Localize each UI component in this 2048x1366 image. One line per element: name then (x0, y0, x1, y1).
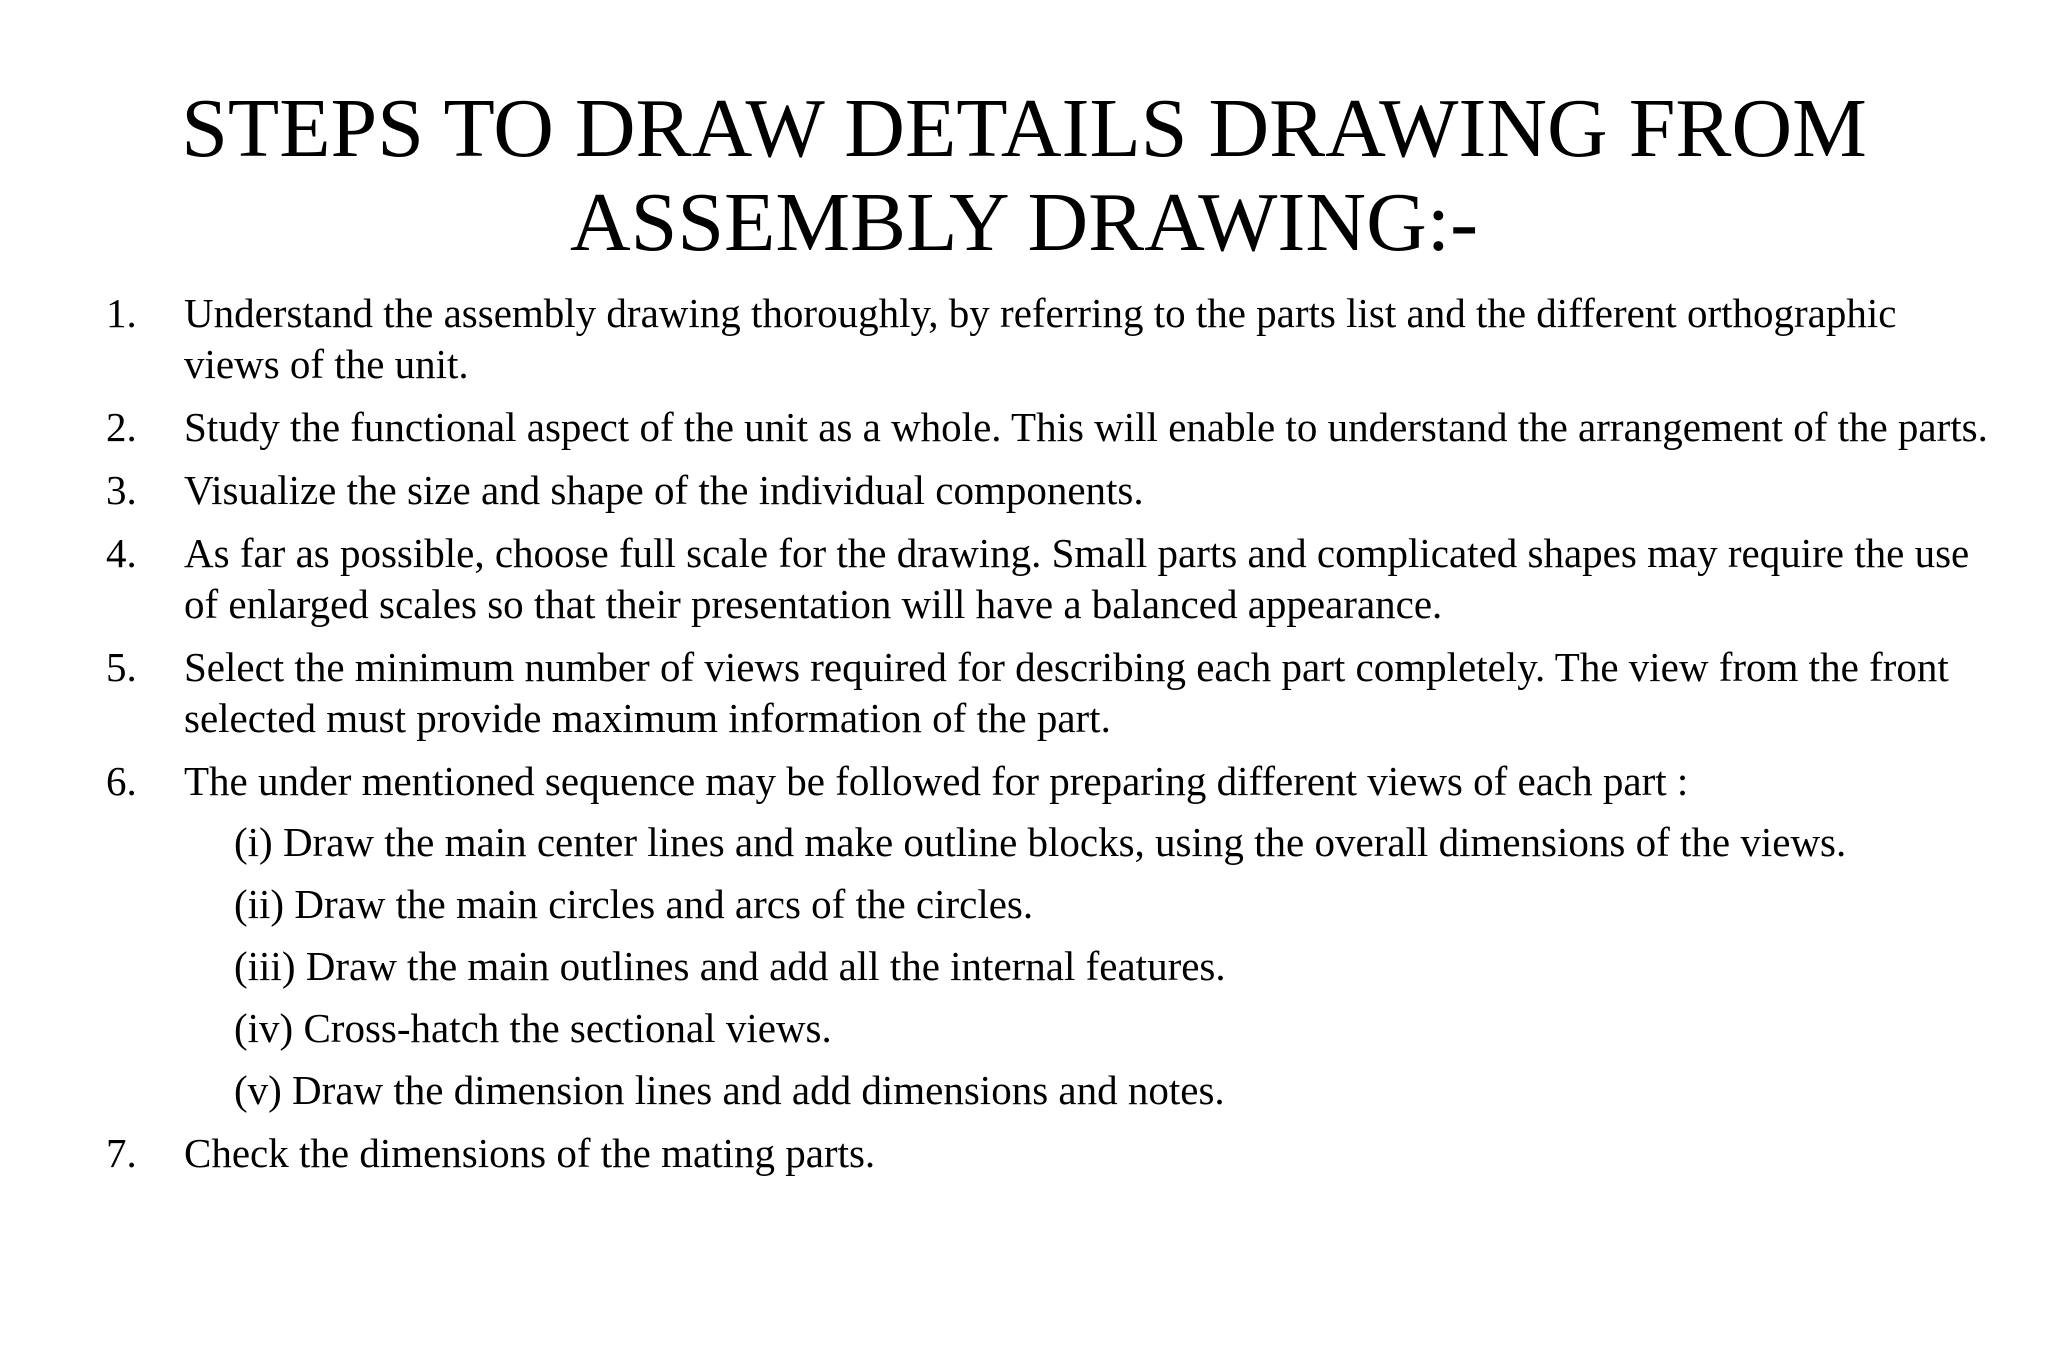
substep-item: (ii) Draw the main circles and arcs of the circles. (234, 881, 1034, 927)
step-number: 5. (106, 644, 137, 690)
step-number: 3. (106, 467, 137, 513)
step-number: 4. (106, 530, 137, 576)
step-number: 2. (106, 404, 137, 450)
step-item (100, 1128, 2000, 1179)
step-text: Select the minimum number of views required for describing each part completely. The view from the front selected must provide maximum information of the part. (184, 644, 1949, 741)
step-item (100, 288, 2000, 390)
step-item (100, 756, 2000, 1116)
step-text: As far as possible, choose full scale for the drawing. Small parts and complicated shapes may require the use of enlarged scales so that their presentation will have a balanced appearance. (184, 530, 1970, 627)
step-number: 7. (106, 1130, 137, 1176)
substep-item: (i) Draw the main center lines and make outline blocks, using the overall dimensions of the views. (234, 819, 1847, 865)
step-text: Study the functional aspect of the unit as a whole. This will enable to understand the arrangement of the parts. (184, 404, 1988, 450)
step-item (100, 528, 2000, 630)
slide-title (0, 82, 2048, 270)
substep-item: (iii) Draw the main outlines and add all the internal features. (234, 943, 1226, 989)
step-text: Visualize the size and shape of the individual components. (184, 467, 1144, 513)
slide-title-line-1: STEPS TO DRAW DETAILS DRAWING FROM (181, 82, 1867, 175)
step-text: The under mentioned sequence may be followed for preparing different views of each part : (184, 758, 1689, 804)
steps-list (100, 288, 2000, 1191)
substep-item: (v) Draw the dimension lines and add dimensions and notes. (234, 1067, 1225, 1113)
step-text: Understand the assembly drawing thoroughly, by referring to the parts list and the different orthographic views of the unit. (184, 290, 1897, 387)
step-item (100, 402, 2000, 453)
step-text: Check the dimensions of the mating parts. (184, 1130, 876, 1176)
step-item (100, 465, 2000, 516)
slide-title-line-2: ASSEMBLY DRAWING:- (569, 176, 1479, 269)
step-number: 1. (106, 290, 137, 336)
substep-item: (iv) Cross-hatch the sectional views. (234, 1005, 832, 1051)
step-number: 6. (106, 758, 137, 804)
step-item (100, 642, 2000, 744)
substeps-list (184, 817, 2000, 1116)
